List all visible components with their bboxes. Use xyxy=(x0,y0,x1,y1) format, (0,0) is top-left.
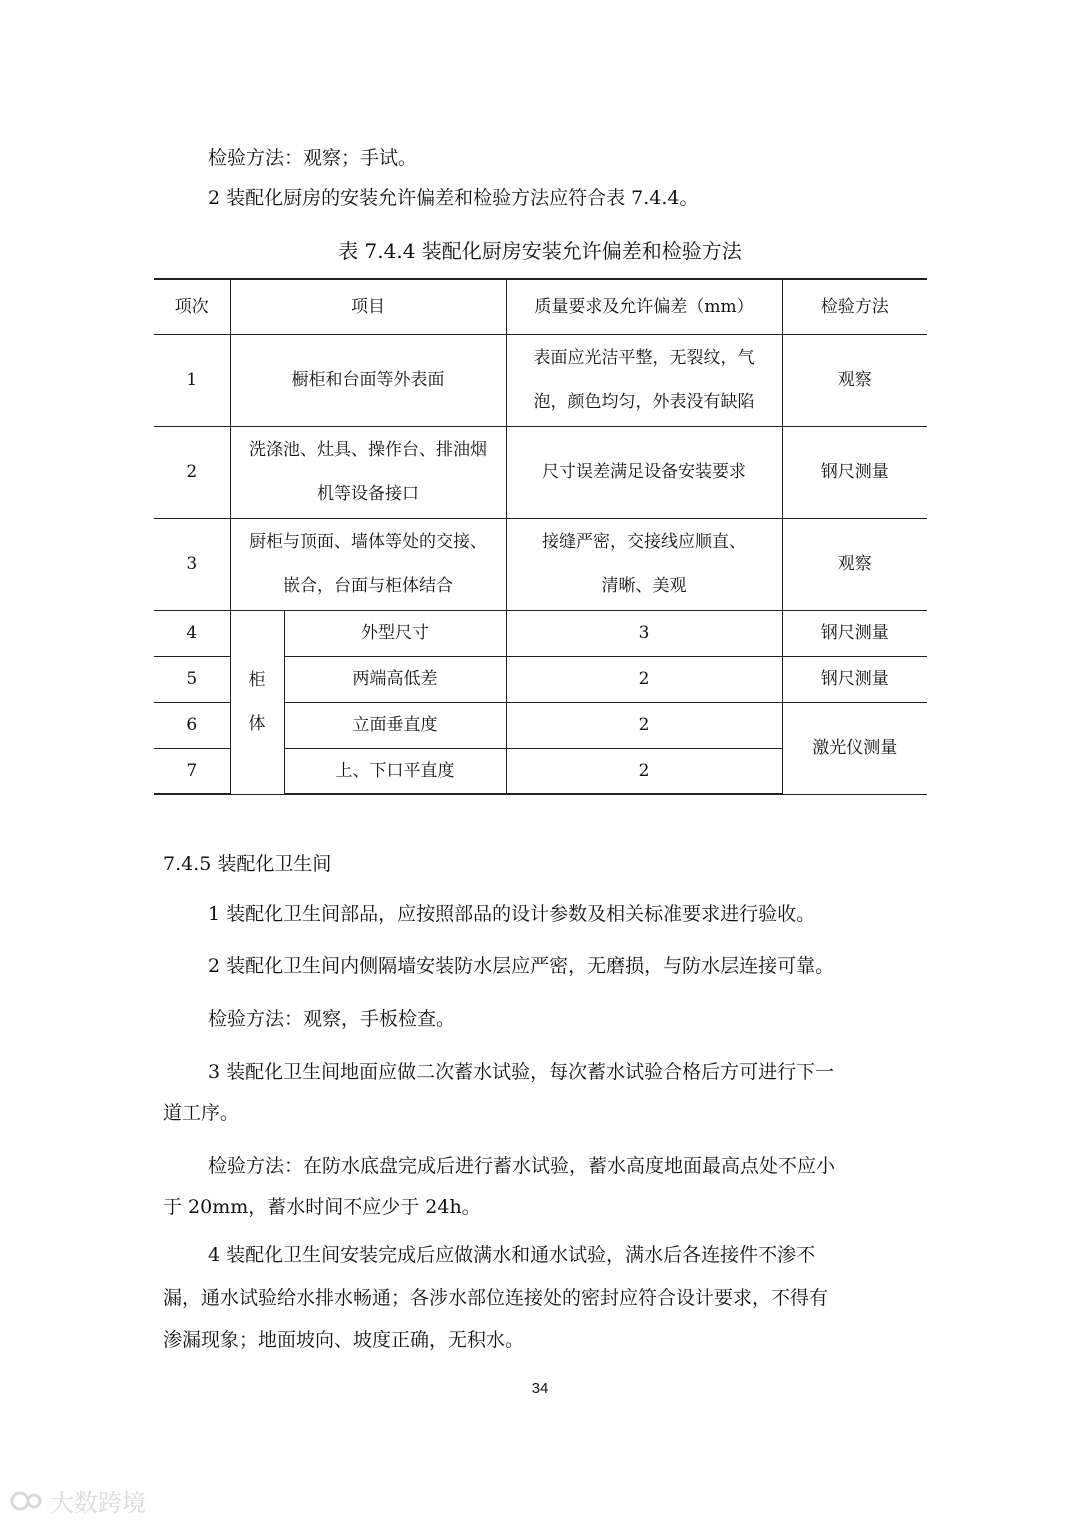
group-char: 体 xyxy=(248,714,266,734)
row-requirement: 2 xyxy=(506,702,782,748)
row-req-line: 尺寸误差满足设备安装要求 xyxy=(542,462,746,482)
row-req-line: 表面应光洁平整，无裂纹，气 xyxy=(533,348,755,368)
row-requirement: 3 xyxy=(506,610,782,656)
header-no: 项次 xyxy=(154,279,230,334)
paragraph-inspection-method-3: 检验方法：在防水底盘完成后进行蓄水试验，蓄水高度地面最高点处不应小 xyxy=(208,1155,836,1177)
row-item-line: 机等设备接口 xyxy=(317,484,419,504)
table-header-row xyxy=(154,279,927,334)
row-no: 4 xyxy=(154,610,230,656)
page-number: 34 xyxy=(531,1380,549,1397)
row-req-line: 泡，颜色均匀，外表没有缺陷 xyxy=(533,392,755,412)
table-row xyxy=(154,426,927,518)
row-method: 观察 xyxy=(782,334,927,426)
header-item: 项目 xyxy=(230,279,506,334)
row-method: 观察 xyxy=(782,518,927,610)
section-heading: 7.4.5 装配化卫生间 xyxy=(163,853,332,875)
paragraph-bathroom-4-cont1: 漏，通水试验给水排水畅通；各涉水部位连接处的密封应符合设计要求，不得有 xyxy=(163,1287,829,1309)
row-item-line: 厨柜与顶面、墙体等处的交接、 xyxy=(249,532,487,552)
row-no: 3 xyxy=(154,518,230,610)
row-no: 6 xyxy=(154,702,230,748)
row-req-line: 清晰、美观 xyxy=(601,576,687,596)
row-item xyxy=(230,426,506,518)
row-requirement xyxy=(506,426,782,518)
paragraph-inspection-method-1: 检验方法：观察；手试。 xyxy=(208,147,418,169)
row-no: 7 xyxy=(154,748,230,794)
paragraph-bathroom-3-cont: 道工序。 xyxy=(163,1102,240,1124)
row-item-line: 洗涤池、灶具、操作台、排油烟 xyxy=(249,440,487,460)
row-method: 激光仪测量 xyxy=(782,702,927,794)
row-item-line: 嵌合，台面与柜体结合 xyxy=(283,576,453,596)
row-item: 两端高低差 xyxy=(284,656,506,702)
watermark xyxy=(10,1483,146,1518)
row-item xyxy=(230,334,506,426)
row-req-line: 接缝严密，交接线应顺直、 xyxy=(542,532,746,552)
row-item: 外型尺寸 xyxy=(284,610,506,656)
tolerance-table xyxy=(154,278,927,795)
row-item-line: 橱柜和台面等外表面 xyxy=(291,370,445,390)
row-item: 立面垂直度 xyxy=(284,702,506,748)
row-item: 上、下口平直度 xyxy=(284,748,506,794)
paragraph-inspection-method-3-cont: 于 20mm，蓄水时间不应少于 24h。 xyxy=(163,1196,481,1218)
row-requirement xyxy=(506,518,782,610)
row-no: 5 xyxy=(154,656,230,702)
watermark-text: 大数跨境 xyxy=(50,1489,146,1517)
paragraph-bathroom-3: 3 装配化卫生间地面应做二次蓄水试验，每次蓄水试验合格后方可进行下一 xyxy=(208,1061,835,1083)
table-title: 表 7.4.4 装配化厨房安装允许偏差和检验方法 xyxy=(338,239,742,263)
table-row xyxy=(154,610,927,656)
watermark-logo-icon xyxy=(10,1488,44,1514)
row-requirement xyxy=(506,334,782,426)
paragraph-bathroom-4-cont2: 渗漏现象；地面坡向、坡度正确，无积水。 xyxy=(163,1329,525,1351)
header-method: 检验方法 xyxy=(782,279,927,334)
table-row xyxy=(154,334,927,426)
paragraph-bathroom-4: 4 装配化卫生间安装完成后应做满水和通水试验，满水后各连接件不渗不 xyxy=(208,1244,816,1266)
header-requirement: 质量要求及允许偏差（mm） xyxy=(506,279,782,334)
paragraph-bathroom-2: 2 装配化卫生间内侧隔墙安装防水层应严密，无磨损，与防水层连接可靠。 xyxy=(208,955,835,977)
row-method: 钢尺测量 xyxy=(782,656,927,702)
row-requirement: 2 xyxy=(506,748,782,794)
row-requirement: 2 xyxy=(506,656,782,702)
row-item xyxy=(230,518,506,610)
row-method: 钢尺测量 xyxy=(782,426,927,518)
row-no: 1 xyxy=(154,334,230,426)
paragraph-inspection-method-2: 检验方法：观察，手板检查。 xyxy=(208,1008,456,1030)
paragraph-kitchen-requirement: 2 装配化厨房的安装允许偏差和检验方法应符合表 7.4.4。 xyxy=(208,187,699,209)
paragraph-bathroom-1: 1 装配化卫生间部品，应按照部品的设计参数及相关标准要求进行验收。 xyxy=(208,903,816,925)
row-method: 钢尺测量 xyxy=(782,610,927,656)
group-char: 柜 xyxy=(248,670,266,690)
table-row xyxy=(154,518,927,610)
row-no: 2 xyxy=(154,426,230,518)
cabinet-group-label xyxy=(230,610,284,794)
